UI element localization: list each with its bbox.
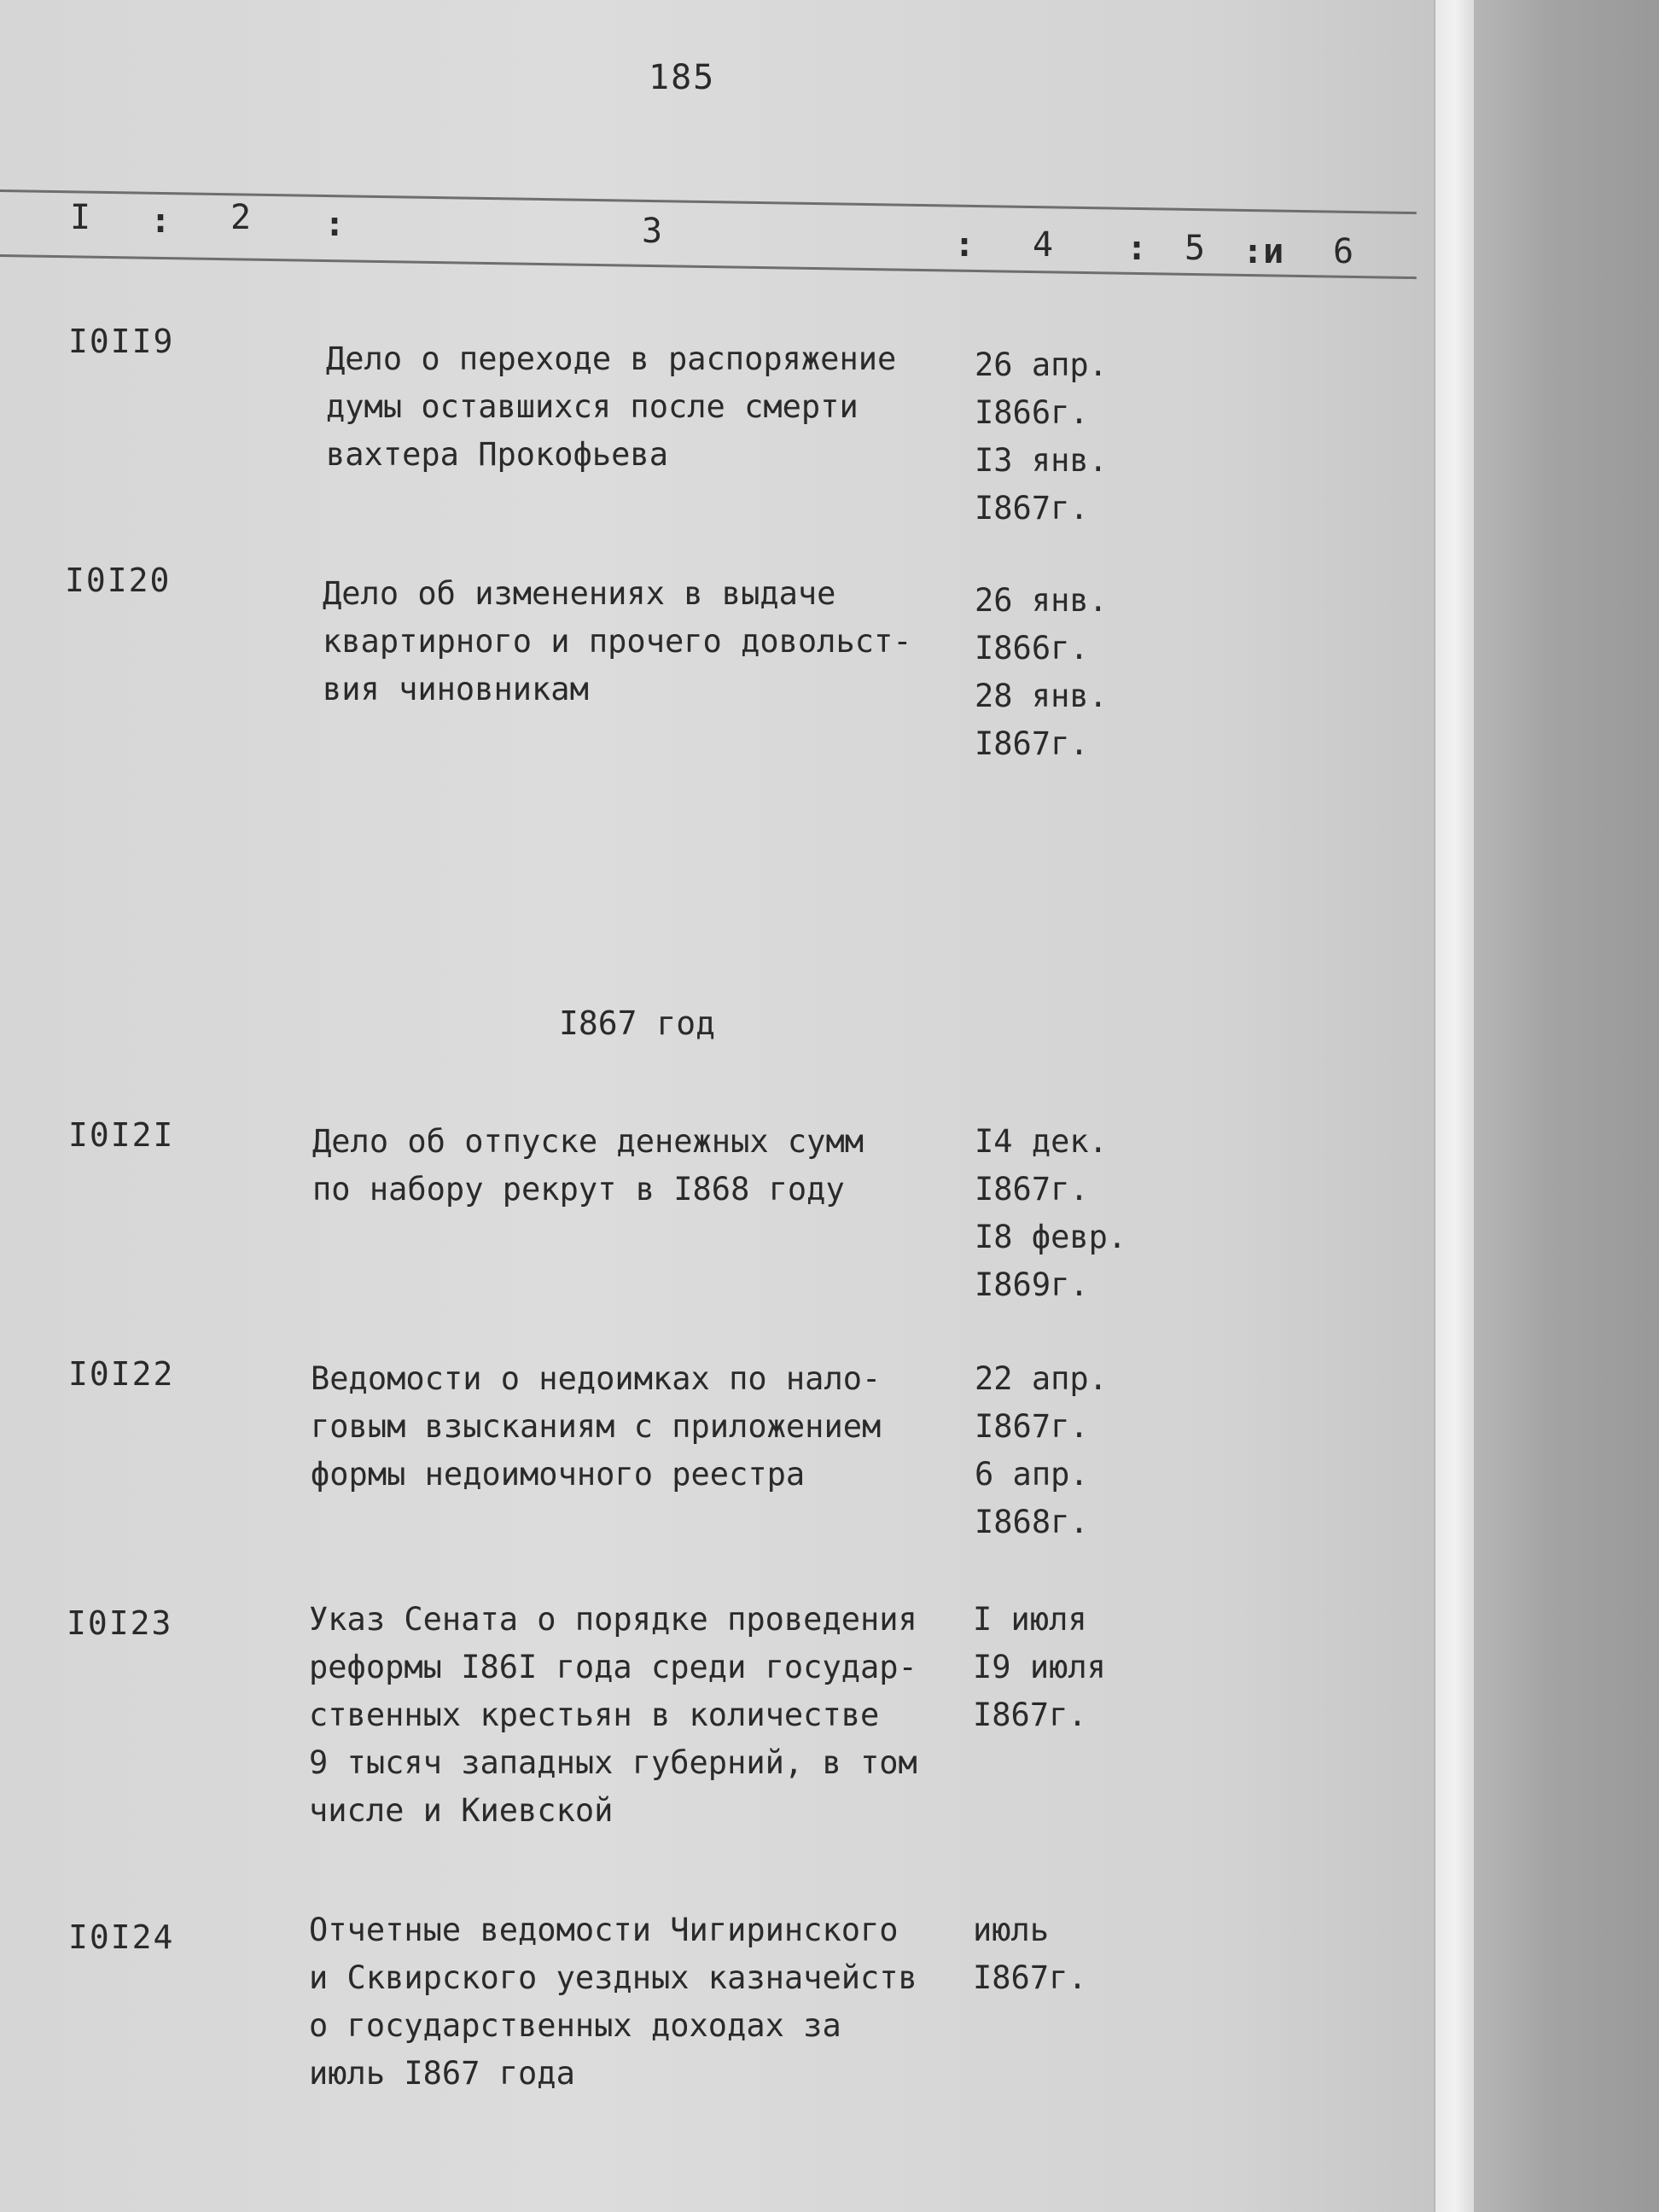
column-header-2: 2 <box>230 198 252 237</box>
entry-dates: 26 апр. I866г. I3 янв. I867г. <box>975 346 1108 527</box>
entry-dates: июль I867г. <box>973 1912 1087 1996</box>
entry-number: I0I23 <box>67 1604 173 1642</box>
section-title: I867 год <box>559 1004 716 1042</box>
entry-number: I0I2I <box>68 1116 175 1154</box>
column-header-4: 4 <box>1033 225 1054 265</box>
entry-number: I0II9 <box>68 323 175 360</box>
entry-description: Дело о переходе в распоряжение думы оставшихся после смерти вахтера Прокофьева <box>326 341 897 473</box>
background-shadow <box>1474 0 1659 2212</box>
column-separator: : <box>324 205 346 244</box>
entry-number: I0I22 <box>68 1355 175 1393</box>
column-header-1: I <box>70 198 91 237</box>
page-stack-edge <box>1434 0 1474 2212</box>
entry-description: Дело об изменениях в выдаче квартирного и прочего довольст- вия чиновникам <box>323 575 912 707</box>
entry-dates: I4 дек. I867г. I8 февр. I869г. <box>975 1123 1127 1303</box>
page-number: 185 <box>649 58 716 97</box>
column-separator: :и <box>1243 232 1284 271</box>
column-separator: : <box>1126 229 1148 268</box>
entry-description: Дело об отпуске денежных сумм по набору рекрут в I868 году <box>312 1123 864 1208</box>
column-header-5: 5 <box>1185 229 1206 268</box>
column-separator: : <box>954 225 975 265</box>
entry-number: I0I24 <box>68 1918 175 1956</box>
entry-dates: 26 янв. I866г. 28 янв. I867г. <box>975 582 1108 762</box>
entry-dates: 22 апр. I867г. 6 апр. I868г. <box>975 1360 1108 1540</box>
column-header-3: 3 <box>642 212 663 251</box>
entry-description: Отчетные ведомости Чигиринского и Сквирского уездных казначейств о государственных доходах за июль I867 года <box>309 1912 917 2092</box>
entry-description: Ведомости о недоимках по нало- говым взысканиям с приложением формы недоимочного реестра <box>311 1360 882 1493</box>
entry-description: Указ Сената о порядке проведения реформы I86I года среди государ- ственных крестьян в количестве 9 тысяч западных губерний, в том числе и Киевской <box>309 1601 917 1829</box>
column-header-6: 6 <box>1333 232 1354 271</box>
entry-number: I0I20 <box>65 562 172 599</box>
entry-dates: I июля I9 июля I867г. <box>973 1601 1106 1733</box>
column-separator: : <box>150 201 172 241</box>
